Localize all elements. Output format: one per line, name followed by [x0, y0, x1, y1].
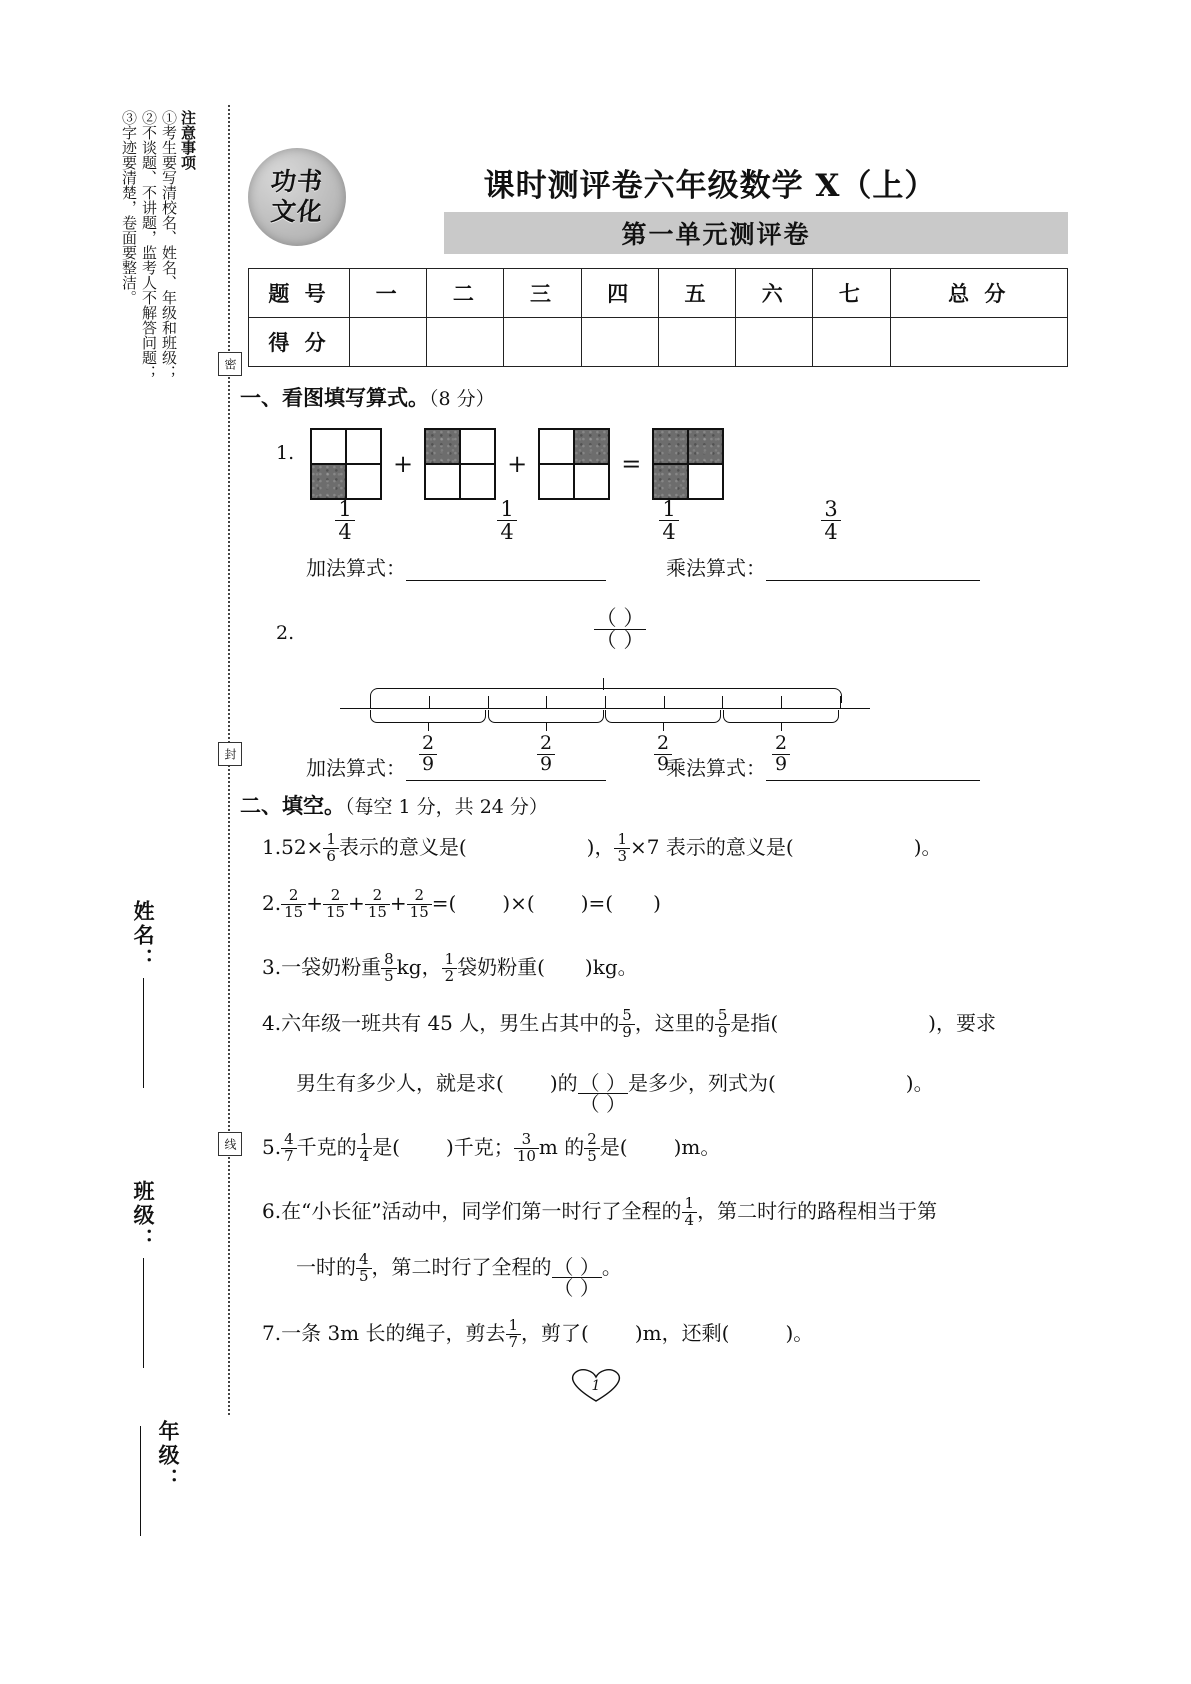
fraction-square-result — [652, 428, 724, 500]
score-cell-6[interactable] — [736, 318, 813, 367]
frac-den: 2 — [442, 968, 458, 985]
student-class-field[interactable] — [128, 1180, 158, 1368]
notice-line: ①考生要写清校名、姓名、年级和班级； — [160, 110, 178, 380]
frac-num: 2 — [774, 732, 788, 754]
fill-blank-item — [262, 888, 661, 921]
item-text: 是指( — [730, 1011, 779, 1035]
seal-char-mi: 密 — [218, 352, 242, 376]
frac-den: 4 — [821, 520, 840, 543]
inline-fraction — [281, 1132, 297, 1165]
section-1-title: 一、看图填写算式。 — [240, 385, 429, 410]
q2-multiplication-answer[interactable] — [666, 752, 980, 781]
square-label-3 — [634, 498, 704, 543]
cell-tr-shaded — [688, 429, 723, 464]
item-text: =( — [431, 891, 457, 915]
item-text: 在“小长征”活动中，同学们第一时行了全程的 — [281, 1199, 682, 1223]
bottom-brace-tip-3 — [663, 722, 664, 731]
frac-den: 6 — [323, 848, 339, 865]
operator-plus-1: + — [393, 450, 414, 478]
item-text: ×7 表示的意义是( — [630, 835, 794, 859]
frac-num: 1 — [326, 830, 336, 849]
frac-den: 9 — [537, 754, 555, 775]
square-label-2 — [472, 498, 542, 543]
item-text: 52× — [281, 835, 324, 859]
cell-tl-shaded — [653, 429, 688, 464]
paren-frac-den[interactable]: （ ） — [579, 1092, 626, 1116]
fill-blank-item — [262, 1008, 996, 1041]
item-text: )m，还剩( — [634, 1321, 730, 1345]
fill-blank-item — [262, 1318, 813, 1351]
score-cell-5[interactable] — [658, 318, 735, 367]
paren-frac-den[interactable]: （ ） — [553, 1276, 600, 1300]
fill-blank-item — [296, 1068, 934, 1114]
seal-char-feng: 封 — [218, 742, 242, 766]
item-text: )。 — [913, 835, 942, 859]
paren-frac-num: （ ） — [595, 606, 645, 630]
frac-den: 5 — [584, 1148, 600, 1165]
table-row-scores — [249, 318, 1068, 367]
addition-answer-blank[interactable] — [406, 558, 606, 581]
cell-tr-shaded — [574, 429, 609, 464]
operator-equals: = — [621, 450, 642, 478]
score-cell-total[interactable] — [890, 318, 1067, 367]
score-table — [248, 268, 1068, 367]
item-text: )kg。 — [584, 955, 638, 979]
frac-den: 9 — [772, 754, 790, 775]
item-number: 7. — [262, 1321, 282, 1345]
paren-frac-den: （ ） — [595, 628, 645, 652]
fill-blank-item — [262, 1132, 720, 1165]
paren-fraction-blank[interactable] — [552, 1257, 602, 1298]
item-number: 6. — [262, 1199, 282, 1223]
frac-num: 2 — [539, 732, 553, 754]
item-text: 是多少，列式为( — [627, 1071, 776, 1095]
frac-den: 9 — [419, 754, 437, 775]
frac-num: 4 — [359, 1250, 369, 1269]
item-text: 袋奶粉重( — [457, 955, 545, 979]
fraction-square-3 — [538, 428, 610, 500]
publisher-logo — [248, 148, 346, 246]
paren-frac-num[interactable]: （ ） — [553, 1255, 600, 1279]
notice-line: ②不谈题、不讲题，监考人不解答问题； — [140, 110, 158, 380]
cell-tr — [460, 429, 495, 464]
logo-line-1: 功书 — [269, 167, 325, 196]
cell-br — [574, 464, 609, 499]
item-text: )×( — [502, 891, 535, 915]
operator-plus-2: + — [507, 450, 528, 478]
fraction-square-2 — [424, 428, 496, 500]
frac-num: 2 — [421, 732, 435, 754]
item-text: + — [306, 891, 323, 915]
frac-den: 9 — [654, 754, 672, 775]
frac-num: 5 — [717, 1006, 728, 1025]
inline-fraction — [281, 888, 306, 921]
item-text: )千克； — [446, 1135, 514, 1159]
top-brace — [370, 688, 842, 703]
frac-den: 15 — [281, 904, 306, 921]
fraction-squares-figure — [310, 428, 724, 500]
frac-num: 1 — [338, 497, 352, 521]
inline-fraction — [356, 1252, 372, 1285]
inline-fraction — [682, 1196, 698, 1229]
frac-num: 2 — [656, 732, 670, 754]
fill-blank-item — [262, 952, 638, 985]
student-name-label: 姓名： — [131, 900, 156, 972]
item-text: 表示的意义是( — [338, 835, 467, 859]
q1-multiplication-answer[interactable] — [666, 552, 980, 581]
question-2-number: 2. — [276, 622, 295, 644]
frac-den: 10 — [514, 1148, 539, 1165]
fill-blank-item — [296, 1252, 622, 1298]
frac-num: 4 — [284, 1130, 294, 1149]
score-col-total: 总 分 — [890, 269, 1067, 318]
seal-char-xian: 线 — [218, 1132, 242, 1156]
student-class-label: 班级： — [131, 1180, 156, 1252]
frac-den: 9 — [619, 1024, 635, 1041]
item-text: m 的 — [538, 1135, 585, 1159]
student-name-field[interactable] — [128, 900, 158, 1088]
student-class-rule — [143, 1258, 144, 1368]
inline-fraction — [323, 832, 339, 865]
frac-num: 3 — [521, 1130, 532, 1149]
frac-den: 4 — [335, 520, 354, 543]
cell-tr — [346, 429, 381, 464]
row-label-question: 题 号 — [249, 269, 350, 318]
frac-num: 2 — [288, 886, 299, 905]
item-text: 一条 3m 长的绳子，剪去 — [281, 1321, 506, 1345]
addition-answer-blank[interactable] — [406, 758, 606, 781]
inline-fraction — [584, 1132, 600, 1165]
item-text: )， — [586, 835, 615, 859]
notice-block — [118, 110, 196, 540]
page-number: 1 — [591, 1378, 601, 1394]
cell-bl-shaded — [653, 464, 688, 499]
inline-fraction — [365, 888, 390, 921]
frac-den: 5 — [356, 1268, 372, 1285]
score-cell-4[interactable] — [581, 318, 658, 367]
section-2-heading — [240, 790, 548, 820]
section-2-points: （每空 1 分，共 24 分） — [345, 796, 548, 818]
section-2-title: 二、填空。 — [240, 793, 345, 818]
score-cell-1[interactable] — [350, 318, 427, 367]
item-text: ，第二时行了全程的 — [371, 1255, 552, 1279]
score-col-7: 七 — [813, 269, 890, 318]
tick-5 — [664, 696, 665, 709]
item-text: ，这里的 — [634, 1011, 715, 1035]
page-title: 课时测评卷六年级数学 X（上） — [483, 168, 937, 204]
inline-fraction — [381, 952, 397, 985]
frac-num: 1 — [684, 1194, 695, 1213]
frac-num: 2 — [414, 886, 424, 905]
fraction-square-1 — [310, 428, 382, 500]
tick-6 — [722, 696, 723, 709]
item-text: )，要求 — [928, 1011, 996, 1035]
inline-fraction — [407, 888, 432, 921]
frac-num: 3 — [824, 497, 838, 521]
label-gap — [542, 498, 634, 543]
fraction-squares-labels — [310, 498, 866, 543]
frac-den: 9 — [715, 1024, 731, 1041]
inline-fraction — [323, 888, 348, 921]
item-number: 3. — [262, 955, 282, 979]
notice-label: 注意事项 — [179, 110, 197, 170]
unknown-total-fraction — [580, 606, 660, 651]
item-text: 六年级一班共有 45 人，男生占其中的 — [281, 1011, 620, 1035]
frac-den: 5 — [381, 968, 397, 985]
notice-lines — [118, 110, 178, 380]
frac-den: 7 — [506, 1334, 522, 1351]
item-text: + — [348, 891, 365, 915]
multiplication-formula-label: 乘法算式： — [666, 556, 766, 580]
item-text: 是( — [599, 1135, 628, 1159]
subtitle-bar — [444, 212, 1068, 254]
frac-num: 1 — [359, 1130, 370, 1149]
inline-fraction — [442, 952, 458, 985]
fill-blank-item — [262, 832, 942, 865]
tick-2 — [488, 696, 489, 709]
frac-num: 1 — [500, 497, 514, 521]
item-text: 男生有多少人，就是求( — [296, 1071, 504, 1095]
cell-br — [346, 464, 381, 499]
multiplication-formula-label: 乘法算式： — [666, 756, 766, 780]
score-col-1: 一 — [350, 269, 427, 318]
item-text: 是( — [372, 1135, 400, 1159]
frac-den: 7 — [281, 1148, 297, 1165]
label-gap — [380, 498, 472, 543]
label-gap — [704, 498, 796, 543]
subtitle-text: 第一单元测评卷 — [621, 220, 811, 249]
frac-den: 4 — [659, 520, 678, 543]
tick-7 — [781, 696, 782, 709]
paren-fraction-blank[interactable] — [578, 1073, 628, 1114]
item-text: ，剪了( — [521, 1321, 589, 1345]
addition-formula-label: 加法算式： — [306, 756, 406, 780]
fill-blank-item — [262, 1196, 937, 1229]
frac-den: 4 — [357, 1148, 373, 1165]
item-number: 1. — [262, 835, 282, 859]
item-text: ) — [653, 891, 661, 915]
inline-fraction — [619, 1008, 635, 1041]
square-label-1 — [310, 498, 380, 543]
q1-addition-answer[interactable] — [306, 552, 606, 581]
item-text: )。 — [785, 1321, 814, 1345]
item-text: 一时的 — [296, 1255, 356, 1279]
frac-num: 2 — [372, 886, 383, 905]
frac-num: 1 — [662, 497, 676, 521]
item-number: 4. — [262, 1011, 282, 1035]
score-col-2: 二 — [427, 269, 504, 318]
item-text: )的 — [549, 1071, 578, 1095]
section-1-points: （8 分） — [429, 388, 495, 410]
notice-line: ③字迹要清楚，卷面要整洁。 — [120, 110, 138, 305]
inline-fraction — [514, 1132, 539, 1165]
frac-num: 1 — [444, 950, 455, 969]
item-number: 2. — [262, 891, 282, 915]
item-text: )=( — [580, 891, 614, 915]
paren-frac-num[interactable]: （ ） — [579, 1071, 626, 1095]
cell-br — [688, 464, 723, 499]
student-name-rule — [143, 978, 144, 1088]
score-col-5: 五 — [658, 269, 735, 318]
inline-fraction — [715, 1008, 731, 1041]
multiplication-answer-blank[interactable] — [766, 758, 980, 781]
student-grade-rule — [140, 1426, 141, 1536]
cell-bl — [539, 464, 574, 499]
table-row-question-numbers — [249, 269, 1068, 318]
score-cell-3[interactable] — [504, 318, 581, 367]
cell-br — [460, 464, 495, 499]
item-text: )。 — [905, 1071, 934, 1095]
square-label-result — [796, 498, 866, 543]
bottom-brace-tip-4 — [781, 722, 782, 731]
frac-num: 1 — [617, 830, 628, 849]
frac-num: 5 — [622, 1006, 632, 1025]
score-col-3: 三 — [504, 269, 581, 318]
item-text: ，第二时行的路程相当于第 — [697, 1199, 938, 1223]
frac-den: 4 — [682, 1212, 698, 1229]
frac-den: 15 — [365, 904, 390, 921]
item-text: )m。 — [673, 1135, 721, 1159]
frac-num: 8 — [384, 950, 394, 969]
cell-bl-shaded — [311, 464, 346, 499]
tick-1 — [429, 696, 430, 709]
frac-den: 15 — [407, 904, 432, 921]
question-1-number: 1. — [276, 442, 295, 464]
frac-num: 1 — [508, 1316, 519, 1335]
section-1-heading — [240, 382, 495, 412]
cell-tl — [311, 429, 346, 464]
cell-tl-shaded — [425, 429, 460, 464]
score-cell-7[interactable] — [813, 318, 890, 367]
inline-fraction — [614, 832, 630, 865]
student-grade-field[interactable] — [128, 1420, 183, 1536]
tick-0 — [370, 696, 371, 709]
inline-fraction — [357, 1132, 373, 1165]
cell-tl — [539, 429, 574, 464]
row-label-score: 得 分 — [249, 318, 350, 367]
inline-fraction — [506, 1318, 522, 1351]
tick-8 — [840, 696, 841, 709]
addition-formula-label: 加法算式： — [306, 556, 406, 580]
logo-line-2: 文化 — [269, 197, 325, 226]
multiplication-answer-blank[interactable] — [766, 558, 980, 581]
bottom-brace-tip-2 — [546, 722, 547, 731]
q2-addition-answer[interactable] — [306, 752, 606, 781]
frac-num: 2 — [330, 886, 341, 905]
item-number: 5. — [262, 1135, 282, 1159]
item-text: 千克的 — [296, 1135, 357, 1159]
frac-num: 2 — [587, 1130, 597, 1149]
item-text: + — [389, 891, 407, 915]
score-col-4: 四 — [581, 269, 658, 318]
tick-4 — [605, 696, 606, 709]
student-grade-label: 年级： — [156, 1420, 181, 1492]
item-text: 。 — [601, 1255, 622, 1279]
frac-den: 4 — [497, 520, 516, 543]
score-cell-2[interactable] — [427, 318, 504, 367]
frac-den: 3 — [614, 848, 630, 865]
item-text: 一袋奶粉重 — [281, 955, 382, 979]
bottom-brace-tip-1 — [428, 722, 429, 731]
item-text: kg， — [396, 955, 442, 979]
cell-bl — [425, 464, 460, 499]
score-col-6: 六 — [736, 269, 813, 318]
frac-den: 15 — [323, 904, 348, 921]
tick-3 — [546, 696, 547, 709]
